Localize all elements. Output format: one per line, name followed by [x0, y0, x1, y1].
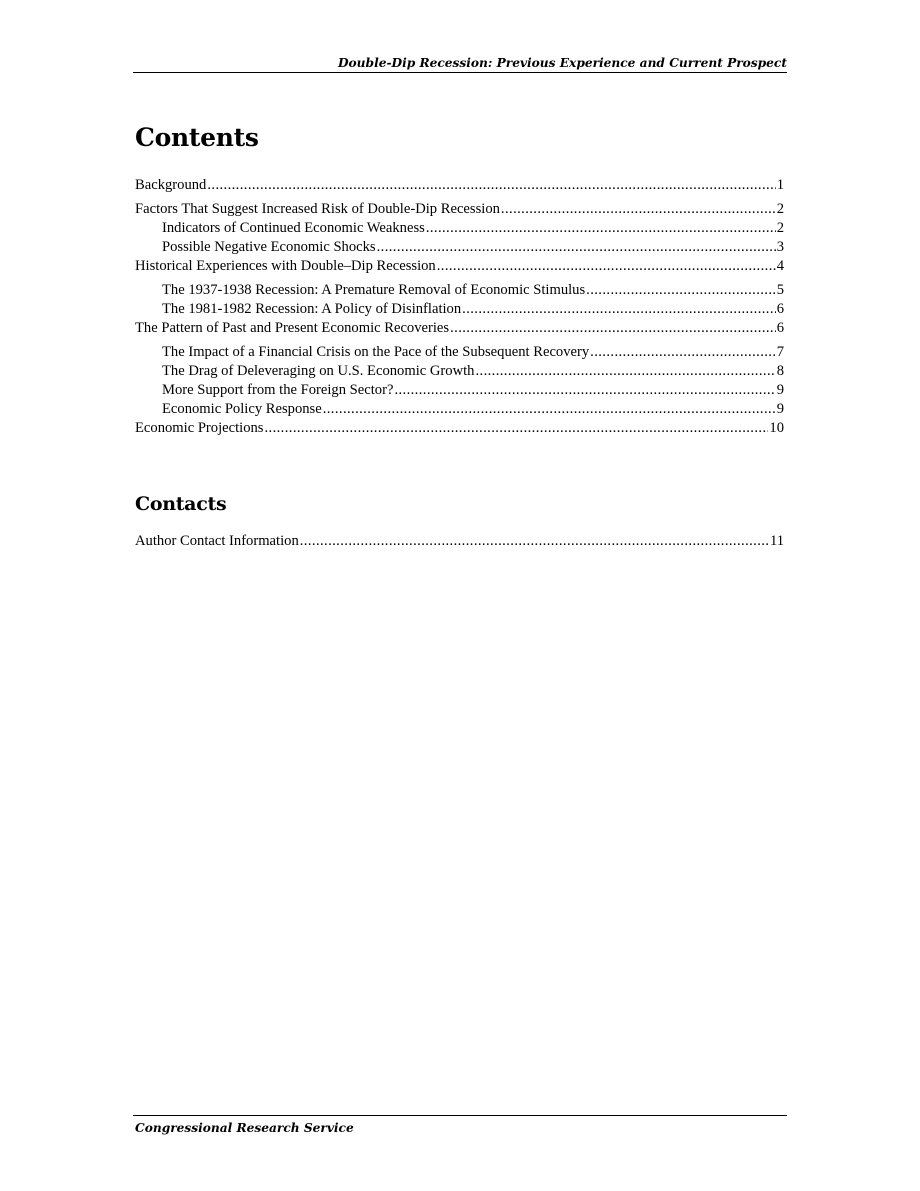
- dot-leader: [462, 300, 776, 319]
- toc-entry-pattern[interactable]: [135, 319, 784, 338]
- dot-leader: [323, 400, 776, 419]
- toc-entry-page: 4: [776, 258, 784, 274]
- toc-entry-1981-recession[interactable]: [135, 300, 784, 319]
- header-rule: [133, 72, 787, 73]
- toc-entry-title: Economic Projections: [135, 420, 264, 436]
- toc-entry-page: 6: [776, 320, 784, 336]
- toc-entry-title: The Impact of a Financial Crisis on the Pace of the Subsequent Recovery: [162, 344, 590, 360]
- dot-leader: [377, 238, 776, 257]
- toc-entry-page: 5: [776, 282, 784, 298]
- toc-entry-foreign-sector[interactable]: [135, 381, 784, 400]
- toc-entry-page: 10: [769, 420, 784, 436]
- toc-entry-title: The Pattern of Past and Present Economic Recoveries: [135, 320, 450, 336]
- toc-entry-page: 11: [769, 533, 784, 549]
- toc-entry-title: Author Contact Information: [135, 533, 299, 549]
- toc-entry-title: Factors That Suggest Increased Risk of Double-Dip Recession: [135, 201, 500, 217]
- footer-rule: [133, 1115, 787, 1116]
- toc-entry-historical[interactable]: [135, 257, 784, 276]
- dot-leader: [590, 343, 776, 362]
- dot-leader: [437, 257, 776, 276]
- toc-entry-title: The 1937-1938 Recession: A Premature Removal of Economic Stimulus: [162, 282, 586, 298]
- toc-entry-page: 2: [776, 201, 784, 217]
- contacts-list: [135, 532, 784, 551]
- dot-leader: [586, 281, 776, 300]
- toc-entry-title: The 1981-1982 Recession: A Policy of Disinflation: [162, 301, 462, 317]
- toc-entry-page: 8: [776, 363, 784, 379]
- dot-leader: [300, 532, 769, 551]
- toc-entry-page: 7: [776, 344, 784, 360]
- dot-leader: [475, 362, 775, 381]
- toc-entry-title: Economic Policy Response: [162, 401, 322, 417]
- toc-entry-page: 1: [776, 177, 784, 193]
- contents-heading: Contents: [135, 123, 259, 152]
- toc-entry-policy-response[interactable]: [135, 400, 784, 419]
- toc-entry-page: 9: [776, 382, 784, 398]
- toc-entry-title: The Drag of Deleveraging on U.S. Economic Growth: [162, 363, 475, 379]
- toc-entry-title: Historical Experiences with Double–Dip Recession: [135, 258, 436, 274]
- dot-leader: [264, 419, 768, 438]
- toc-entry-1937-recession[interactable]: [135, 281, 784, 300]
- toc-entry-shocks[interactable]: [135, 238, 784, 257]
- toc-entry-title: Possible Negative Economic Shocks: [162, 239, 376, 255]
- contacts-heading: Contacts: [135, 493, 227, 515]
- dot-leader: [501, 200, 776, 219]
- toc-entry-background[interactable]: [135, 176, 784, 195]
- toc-entry-author-contact[interactable]: [135, 532, 784, 551]
- toc-entry-page: 6: [776, 301, 784, 317]
- running-header: Double-Dip Recession: Previous Experience and Current Prospect: [337, 56, 787, 70]
- dot-leader: [394, 381, 775, 400]
- dot-leader: [426, 219, 776, 238]
- toc-entry-title: More Support from the Foreign Sector?: [162, 382, 394, 398]
- toc-entry-financial-crisis[interactable]: [135, 343, 784, 362]
- dot-leader: [450, 319, 776, 338]
- toc-entry-page: 2: [776, 220, 784, 236]
- dot-leader: [207, 176, 775, 195]
- toc-entry-title: Indicators of Continued Economic Weakness: [162, 220, 425, 236]
- running-footer: Congressional Research Service: [135, 1121, 354, 1135]
- toc-entry-factors[interactable]: [135, 200, 784, 219]
- toc-entry-page: 3: [776, 239, 784, 255]
- table-of-contents: [135, 176, 784, 438]
- toc-entry-indicators[interactable]: [135, 219, 784, 238]
- toc-entry-title: Background: [135, 177, 207, 193]
- toc-entry-deleveraging[interactable]: [135, 362, 784, 381]
- toc-entry-projections[interactable]: [135, 419, 784, 438]
- toc-entry-page: 9: [776, 401, 784, 417]
